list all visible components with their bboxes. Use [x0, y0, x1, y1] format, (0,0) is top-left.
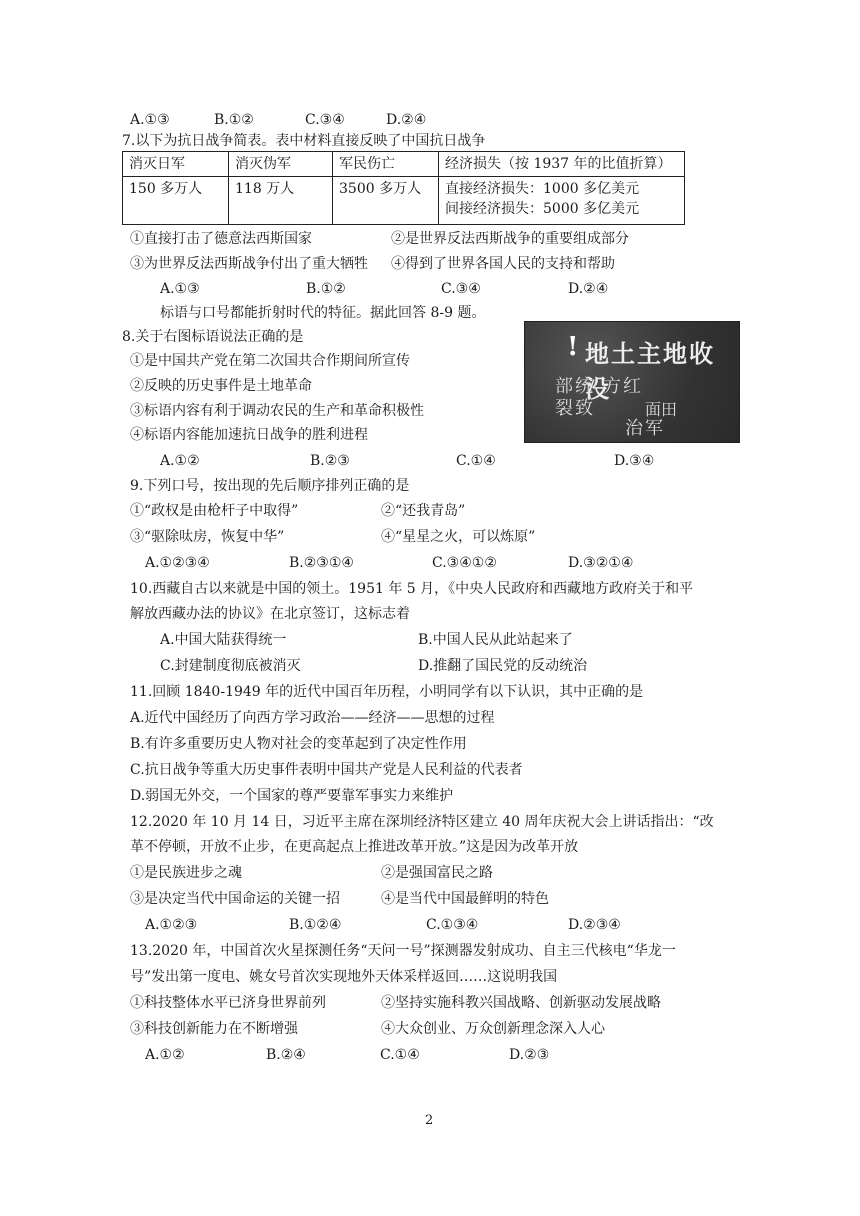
q7-table [122, 151, 685, 225]
q7-header-3: 军民伤亡 [333, 152, 439, 177]
slogan-line-3c: 治军 [625, 418, 665, 439]
q9-option-d: D.③②①④ [568, 555, 634, 571]
q9-statement-4: ④“星星之火，可以炼原” [381, 529, 536, 545]
q13-statement-1: ①科技整体水平已济身世界前列 [130, 995, 326, 1011]
q12-option-c: C.①③④ [426, 917, 479, 933]
q11-option-c: C.抗日战争等重大历史事件表明中国共产党是人民利益的代表者 [130, 762, 523, 778]
q13-stem-2: 号”发出第一度电、姚女号首次实现地外天体采样返回……这说明我国 [130, 969, 558, 985]
q11-option-a: A.近代中国经历了向西方学习政治——经济——思想的过程 [130, 710, 495, 726]
q9-statement-1: ①“政权是由枪杆子中取得” [130, 503, 299, 519]
page-number: 2 [425, 1113, 434, 1128]
q7-header-2: 消灭伪军 [229, 152, 333, 177]
q8-option-a: A.①② [160, 453, 200, 469]
q7-statement-3: ③为世界反法西斯战争付出了重大牺牲 [130, 256, 368, 272]
q12-statement-4: ④是当代中国最鲜明的特色 [381, 891, 549, 907]
slogan-photo [524, 321, 740, 443]
q12-option-b: B.①②④ [289, 917, 342, 933]
q9-option-b: B.②③①④ [289, 555, 354, 571]
q8-stem: 8.关于右图标语说法正确的是 [122, 329, 304, 345]
q7-option-c: C.③④ [441, 281, 481, 297]
q10-option-a: A.中国大陆获得统一 [160, 632, 287, 648]
q7-statement-2: ②是世界反法西斯战争的重要组成部分 [391, 231, 629, 247]
q6-option-c: C.③④ [305, 112, 345, 128]
q13-option-a: A.①② [145, 1047, 185, 1063]
q9-option-c: C.③④①② [432, 555, 497, 571]
q12-statement-1: ①是民族进步之魂 [130, 865, 242, 881]
q7-statement-1: ①直接打击了德意法西斯国家 [130, 231, 312, 247]
q7-header-1: 消灭日军 [123, 152, 229, 177]
intro-8-9: 标语与口号都能折射时代的特征。据此回答 8-9 题。 [160, 305, 486, 321]
q12-option-a: A.①②③ [145, 917, 198, 933]
q7-cell-3: 3500 多万人 [333, 177, 439, 225]
slogan-mark: ! [567, 332, 579, 362]
q12-stem-1: 12.2020 年 10 月 14 日，习近平主席在深圳经济特区建立 40 周年庆祝大会上讲话指出：“改 [130, 814, 714, 830]
q10-stem-2: 解放西藏办法的协议》在北京签订，这标志着 [130, 606, 410, 622]
q12-option-d: D.②③④ [568, 917, 621, 933]
q12-statement-2: ②是强国富民之路 [381, 865, 493, 881]
q9-statement-2: ②“还我青岛” [381, 503, 466, 519]
q13-statement-2: ②坚持实施科教兴国战略、创新驱动发展战略 [381, 995, 661, 1011]
q6-option-d: D.②④ [386, 112, 427, 128]
q10-option-c: C.封建制度彻底被消灭 [160, 658, 301, 674]
q7-cell-4 [439, 177, 685, 225]
slogan-line-1: 地土主地收没 [585, 339, 715, 403]
q7-statement-4: ④得到了世界各国人民的支持和帮助 [391, 256, 615, 272]
q13-option-d: D.②③ [509, 1047, 550, 1063]
q6-option-a: A.①③ [130, 112, 170, 128]
q7-stem: 7.以下为抗日战争简表。表中材料直接反映了中国抗日战争 [122, 133, 486, 149]
q7-cell-2: 118 万人 [229, 177, 333, 225]
q13-statement-4: ④大众创业、万众创新理念深入人心 [381, 1021, 605, 1037]
q7-cell-1: 150 多万人 [123, 177, 229, 225]
q6-option-b: B.①② [214, 112, 254, 128]
q12-statement-3: ③是决定当代中国命运的关键一招 [130, 891, 340, 907]
q10-option-b: B.中国人民从此站起来了 [418, 632, 573, 648]
q8-statement-4: ④标语内容能加速抗日战争的胜利进程 [130, 427, 368, 443]
slogan-line-3b: 面田 [645, 400, 678, 419]
slogan-line-2a: 部统 [555, 376, 595, 397]
q9-statement-3: ③“驱除呔房，恢复中华” [130, 529, 285, 545]
q11-option-b: B.有许多重要历史人物对社会的变革起到了决定性作用 [130, 736, 467, 752]
q12-stem-2: 革不停顿，开放不止步，在更高起点上推进改革开放。”这是因为改革开放 [130, 839, 579, 855]
q7-option-b: B.①② [306, 281, 346, 297]
q13-statement-3: ③科技创新能力在不断增强 [130, 1021, 298, 1037]
q7-indirect-loss: 间接经济损失：5000 多亿美元 [445, 201, 640, 217]
q10-stem-1: 10.西藏自古以来就是中国的领土。1951 年 5 月，《中央人民政府和西藏地方政府关于和平 [130, 581, 694, 597]
q9-stem: 9.下列口号，按出现的先后顺序排列正确的是 [130, 478, 410, 494]
q7-option-d: D.②④ [568, 281, 609, 297]
q13-stem-1: 13.2020 年，中国首次火星探测任务“天问一号”探测器发射成功、自主三代核电“华龙一 [130, 943, 676, 959]
q10-option-d: D.推翻了国民党的反动统治 [418, 658, 588, 674]
q8-statement-2: ②反映的历史事件是土地革命 [130, 378, 312, 394]
q8-option-d: D.③④ [614, 453, 655, 469]
q7-direct-loss: 直接经济损失：1000 多亿美元 [445, 181, 640, 197]
slogan-line-2b: 裂致 [555, 398, 595, 419]
q13-option-c: C.①④ [380, 1047, 420, 1063]
q9-option-a: A.①②③④ [145, 555, 210, 571]
q13-option-b: B.②④ [266, 1047, 306, 1063]
q8-option-b: B.②③ [310, 453, 350, 469]
q7-option-a: A.①③ [160, 281, 200, 297]
slogan-line-3a: 方红 [603, 376, 643, 397]
q11-stem: 11.回顾 1840-1949 年的近代中国百年历程，小明同学有以下认识，其中正确的是 [130, 684, 644, 700]
q8-statement-1: ①是中国共产党在第二次国共合作期间所宣传 [130, 353, 410, 369]
q8-statement-3: ③标语内容有利于调动农民的生产和革命积极性 [130, 403, 424, 419]
q11-option-d: D.弱国无外交，一个国家的尊严要靠军事实力来维护 [130, 788, 454, 804]
q8-option-c: C.①④ [456, 453, 496, 469]
q7-header-4: 经济损失（按 1937 年的比值折算） [439, 152, 685, 177]
